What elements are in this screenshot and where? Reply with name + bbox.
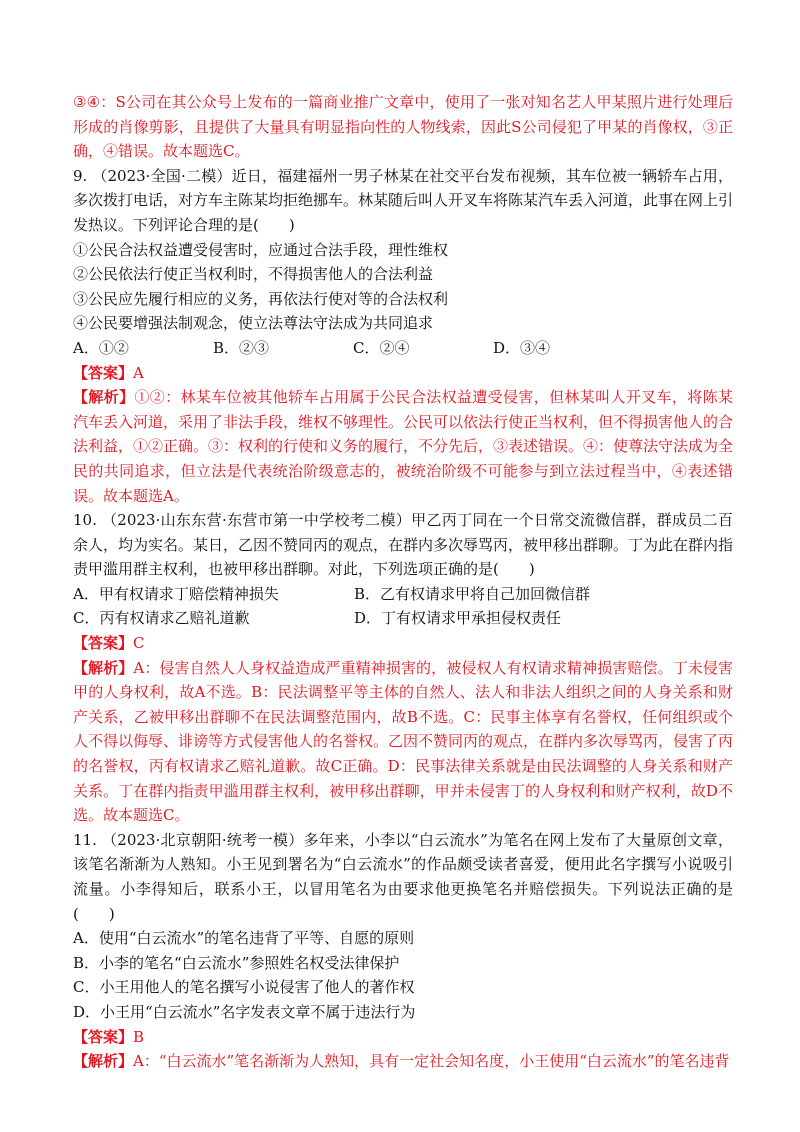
analysis-label: 【解析】	[73, 1052, 134, 1071]
question-10-options-row	[73, 582, 733, 607]
question-11-analysis	[73, 1049, 733, 1074]
question-9-item: ①公民合法权益遭受侵害时，应通过合法手段，理性维权	[73, 240, 449, 259]
previous-explanation: ③④：S公司在其公众号上发布的一篇商业推广文章中，使用了一张对知名艺人甲某照片进行处理后形成的肖像剪影，且提供了大量具有明显指向性的人物线索，因此S公司侵犯了甲某的肖像权，③正确，④错误。故本题选C。	[73, 93, 733, 161]
question-9-item: ④公民要增强法制观念，使立法尊法守法成为共同追求	[73, 314, 434, 333]
option-d: D．小王用“白云流水”名字发表文章不属于违法行为	[73, 1002, 416, 1021]
option-b: B．小李的笔名“白云流水”参照姓名权受法律保护	[73, 953, 400, 972]
option-c: C．丙有权请求乙赔礼道歉	[73, 609, 250, 628]
answer-value: B	[133, 1027, 145, 1046]
question-10-analysis	[73, 656, 733, 828]
question-9-options	[73, 336, 733, 361]
answer-value: C	[133, 634, 145, 653]
option-a: A．使用“白云流水”的笔名违背了平等、自愿的原则	[73, 929, 415, 948]
analysis-text: ①②：林某车位被其他轿车占用属于公民合法权益遭受侵害，但林某叫人开叉车，将陈某汽车丢入河道，采用了非法手段，维权不够理性。公民可以依法行使正当权利，但不得损害他人的合法利益，①②正确。③：权利的行使和义务的履行，不分先后，③表述错误。④：使尊法守法成为全民的共同追求，但立法是代表统治阶级意志的，被统治阶级不可能参与到立法过程当中，④表述错误。故本题选A。	[73, 388, 734, 505]
answer-value: A	[133, 363, 144, 382]
question-9-item: ②公民依法行使正当权利时，不得损害他人的合法利益	[73, 265, 434, 284]
answer-label: 【答案】	[73, 634, 134, 653]
question-9-analysis	[73, 385, 733, 508]
question-10-stem: 10. （2023·山东东营·东营市第一中学校考二模）甲乙丙丁同在一个日常交流微信群，群成员二百余人，均为实名。某日，乙因不赞同丙的观点，在群内多次辱骂丙，被甲移出群聊。丁为此在群内指责甲滥用群主权利，也被甲移出群聊。对此，下列选项正确的是( )	[73, 511, 734, 579]
analysis-text: A：侵害自然人人身权益造成严重精神损害的，被侵权人有权请求精神损害赔偿。丁未侵害甲的人身权利，故A不选。B：民法调整平等主体的自然人、法人和非法人组织之间的人身关系和财产关系，乙被甲移出群聊不在民法调整范围内，故B不选。C：民事主体享有名誉权，任何组织或个人不得以侮辱、诽谤等方式侵害他人的名誉权。乙因不赞同丙的观点，在群内多次辱骂丙，侵害了丙的名誉权，丙有权请求乙赔礼道歉。故C正确。D：民事法律关系就是由民法调整的人身关系和财产关系。丁在群内指责甲滥用群主权利，被甲移出群聊，甲并未侵害丁的人身权利和财产权利，故D不选。故本题选C。	[73, 658, 734, 825]
question-11-answer	[73, 1025, 733, 1050]
option-b: B．②③	[213, 338, 270, 357]
answer-label: 【答案】	[73, 1027, 134, 1046]
option-b: B．乙有权请求甲将自己加回微信群	[354, 584, 591, 603]
question-11-stem: 11. （2023·北京朝阳·统考一模）多年来，小李以“白云流水”为笔名在网上发布了大量原创文章，该笔名渐渐为人熟知。小王见到署名为“白云流水”的作品颇受读者喜爱，便用此名字撰写小说吸引流量。小李得知后，联系小王，以冒用笔名为由要求他更换笔名并赔偿损失。下列说法正确的是( )	[73, 830, 733, 923]
option-c: C．②④	[353, 338, 410, 357]
question-9-stem: 9. （2023·全国·二模）近日，福建福州一男子林某在社交平台发布视频，其车位被一辆轿车占用，多次拨打电话，对方车主陈某均拒绝挪车。林某随后叫人开叉车将陈某汽车丢入河道，此事在网上引发热议。下列评论合理的是( )	[73, 166, 734, 234]
question-9-item: ③公民应先履行相应的义务，再依法行使对等的合法权利	[73, 289, 449, 308]
question-9-answer	[73, 361, 733, 386]
option-d: D．丁有权请求甲承担侵权责任	[354, 609, 562, 628]
analysis-label: 【解析】	[73, 388, 135, 407]
option-d: D．③④	[493, 338, 551, 357]
analysis-label: 【解析】	[73, 658, 134, 677]
question-10-answer	[73, 631, 733, 656]
option-a: A．①②	[73, 338, 129, 357]
option-c: C．小王用他人的笔名撰写小说侵害了他人的著作权	[73, 978, 415, 997]
analysis-text: A：“白云流水”笔名渐渐为人熟知，具有一定社会知名度，小王使用“白云流水”的笔名违背	[133, 1052, 730, 1071]
option-a: A．甲有权请求丁赔偿精神损失	[73, 584, 279, 603]
document-content	[73, 90, 733, 1074]
question-10-options-row	[73, 606, 733, 631]
answer-label: 【答案】	[73, 363, 134, 382]
